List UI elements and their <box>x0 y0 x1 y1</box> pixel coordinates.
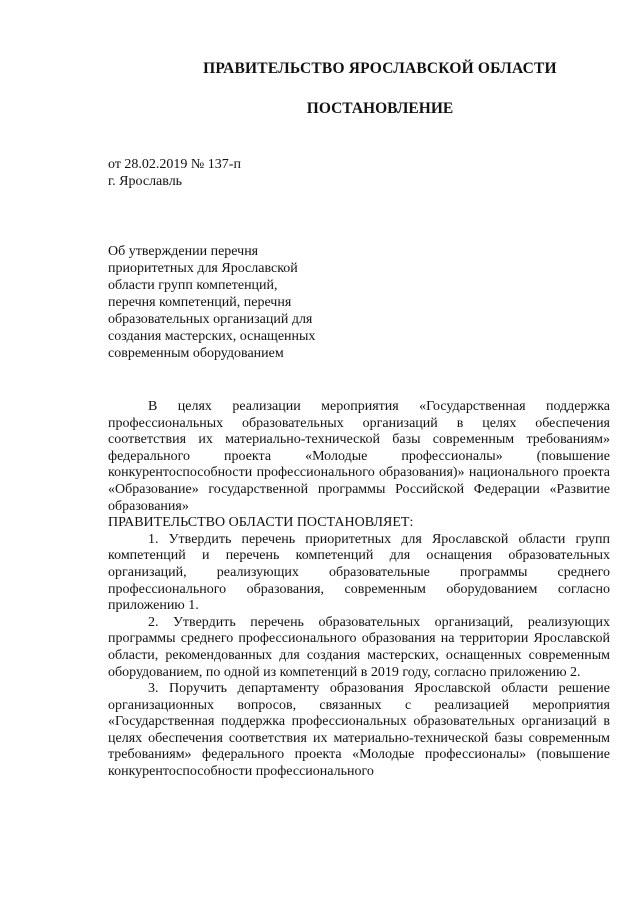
item-paragraph-3: 3. Поручить департаменту образования Ярославской области решение организационных вопросов, связанных с реализацией мероприятия «Государственная поддержка профессиональных образовательных организаций в целях обеспечения соответствия их материально-технической базы современным требованиям» федерального проекта «Молодые профессионалы» (повышение конкурентоспособности профессионального <box>108 681 610 780</box>
subject-line: перечня компетенций, перечня <box>108 295 292 310</box>
item-paragraph-1: 1. Утвердить перечень приоритетных для Ярославской области групп компетенций и перечень компетенций для оснащения образовательных организаций, реализующих образовательные программы среднего профессионального образования, современным оборудованием согласно приложению 1. <box>108 531 610 614</box>
preamble-paragraph: В целях реализации мероприятия «Государственная поддержка профессиональных образовательных организаций в целях обеспечения соответствия их материально-технической базы современным требованиям» федерального проекта «Молодые профессионалы» (повышение конкурентоспособности профессионального образования)» национального проекта «Образование» государственной программы Российской Федерации «Развитие образования» <box>108 399 610 514</box>
subject-line: приоритетных для Ярославской <box>108 261 298 276</box>
city: г. Ярославль <box>108 174 183 189</box>
subject-line: Об утверждении перечня <box>108 244 259 259</box>
document-type-title: ПОСТАНОВЛЕНИЕ <box>306 100 454 117</box>
document-body <box>108 399 610 781</box>
document-subject <box>108 243 348 362</box>
subject-line: создания мастерских, оснащенных <box>108 329 316 344</box>
subject-line: современным оборудованием <box>108 346 284 361</box>
organization-title: ПРАВИТЕЛЬСТВО ЯРОСЛАВСКОЙ ОБЛАСТИ <box>203 60 557 77</box>
decree-line: ПРАВИТЕЛЬСТВО ОБЛАСТИ ПОСТАНОВЛЯЕТ: <box>108 515 414 531</box>
date-number: от 28.02.2019 № 137-п <box>108 157 241 172</box>
subject-line: образовательных организаций для <box>108 312 313 327</box>
subject-line: области групп компетенций, <box>108 278 278 293</box>
document-meta <box>108 156 241 190</box>
item-paragraph-2: 2. Утвердить перечень образовательных организаций, реализующих программы среднего профессионального образования на территории Ярославской области, рекомендованных для создания мастерских, оснащенных современным оборудованием, по одной из компетенций в 2019 году, согласно приложению 2. <box>108 614 610 680</box>
